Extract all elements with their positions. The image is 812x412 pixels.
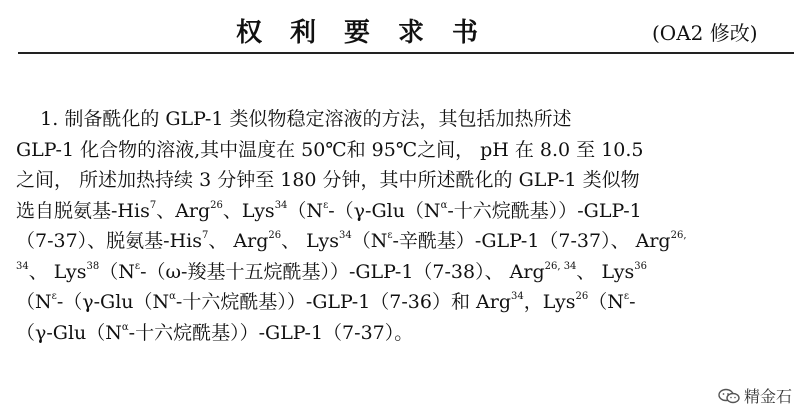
superscript: 38 (86, 260, 100, 272)
claim-line (16, 135, 800, 166)
claim-text: 、 Arg (208, 230, 269, 252)
claim-text: -（γ-Glu（N (328, 199, 441, 222)
wechat-icon (718, 388, 740, 404)
claim-text: 、 Lys (28, 260, 87, 283)
superscript: 26, 34 (544, 260, 577, 272)
superscript: ε (134, 260, 141, 272)
superscript: 36 (634, 260, 647, 272)
header-rule (18, 52, 794, 54)
claim-text: -十六烷酰基））-GLP-1（7-36）和 Arg (175, 291, 511, 313)
claim-text: （7-37）、脱氨基-His (16, 230, 203, 252)
superscript: 34 (338, 230, 352, 241)
superscript: 26 (268, 230, 282, 241)
claim-text: （N (16, 291, 52, 313)
title-char: 求 (398, 18, 426, 48)
superscript: 7 (149, 199, 157, 211)
claim-text: GLP-1 化合物的溶液,其中温度在 50℃和 95℃之间， pH 在 8.0 至 10.5 (16, 138, 644, 161)
claim-text: - (629, 291, 636, 313)
watermark (718, 384, 792, 407)
claim-text: 、Lys (222, 199, 275, 222)
watermark-text: 精金石 (744, 387, 793, 406)
superscript: ε (623, 291, 630, 302)
claim-line (16, 226, 800, 257)
superscript: ε (323, 199, 329, 211)
claim-text: -（ω-羧基十五烷酰基））-GLP-1（7-38）、 Arg (140, 260, 545, 283)
superscript: α (440, 199, 448, 211)
claim-1-paragraph (16, 104, 800, 348)
title-char: 权 (236, 18, 264, 48)
document-header (0, 0, 812, 60)
superscript: α (121, 321, 129, 333)
claim-line (16, 257, 800, 288)
superscript: 34 (16, 260, 29, 272)
claim-text: 1. 制备酰化的 GLP-1 类似物稳定溶液的方法，其包括加热所述 (16, 108, 572, 130)
claim-text: 选自脱氨基-His (16, 199, 150, 222)
claim-text: 之间， 所述加热持续 3 分钟至 180 分钟，其中所述酰化的 GLP-1 类似物 (16, 169, 640, 191)
superscript: 26, (670, 230, 687, 241)
claim-text: （γ-Glu（N (16, 321, 122, 344)
superscript: 34 (274, 199, 288, 211)
title-char: 书 (452, 18, 480, 48)
document-title (236, 12, 506, 49)
superscript: α (169, 291, 176, 302)
revision-label: (OA2 修改) (652, 21, 758, 45)
claim-text: -（γ-Glu（N (56, 291, 170, 313)
claim-line (16, 287, 800, 318)
claim-line (16, 318, 800, 349)
claim-text: （N (351, 230, 388, 252)
claim-text: 、 Lys (281, 230, 339, 252)
claim-line (16, 196, 800, 227)
superscript: ε (387, 230, 393, 241)
claim-line (16, 165, 800, 196)
claim-text: -十六烷酰基））-GLP-1（7-37）。 (128, 321, 414, 344)
title-char: 要 (344, 18, 372, 48)
superscript: ε (51, 291, 57, 302)
superscript: 7 (202, 230, 209, 241)
claim-text: ，Lys (523, 291, 576, 313)
claim-text: -十六烷酰基））-GLP-1 (447, 199, 642, 222)
claim-text: -辛酰基）-GLP-1（7-37）、 Arg (392, 230, 671, 252)
superscript: 26 (210, 199, 223, 211)
title-char: 利 (290, 18, 318, 48)
claim-text: （N (99, 260, 135, 283)
claim-text: （N (287, 199, 324, 222)
claim-line (16, 104, 800, 135)
claim-text: 、Arg (156, 199, 211, 222)
superscript: 26 (575, 291, 589, 302)
claim-text: （N (588, 291, 624, 313)
superscript: 34 (511, 291, 524, 302)
claim-text: 、 Lys (576, 260, 635, 283)
